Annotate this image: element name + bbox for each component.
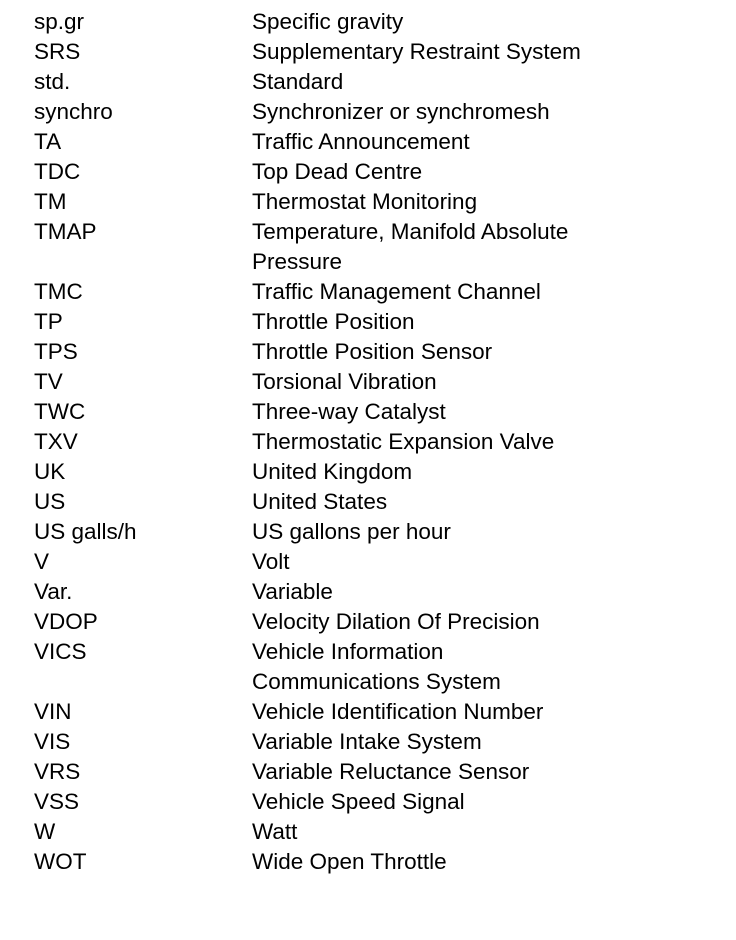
definition-line: Temperature, Manifold Absolute [252,219,569,244]
definition [252,307,652,337]
abbreviation: synchro [34,99,113,124]
definition [252,517,652,547]
glossary-row [0,637,736,697]
definition [252,547,652,577]
glossary-row [0,337,736,367]
glossary-row [0,487,736,517]
definition-line: Variable Intake System [252,729,482,754]
definition [252,817,652,847]
glossary-row [0,727,736,757]
definition-line: Throttle Position [252,309,415,334]
definition-line: Traffic Management Channel [252,279,541,304]
definition-line: Vehicle Identification Number [252,699,544,724]
definition [252,277,652,307]
glossary-row [0,367,736,397]
definition [252,427,652,457]
definition-line: Thermostat Monitoring [252,189,478,214]
definition-line: Velocity Dilation Of Precision [252,609,540,634]
glossary-row [0,157,736,187]
abbreviation: TMC [34,279,83,304]
definition [252,187,652,217]
glossary-row [0,307,736,337]
abbreviation: VSS [34,789,80,814]
abbreviation: TA [34,129,62,154]
definition-line: Wide Open Throttle [252,849,447,874]
definition [252,637,652,697]
definition [252,757,652,787]
abbreviation: Var. [34,579,73,604]
definition [252,727,652,757]
abbreviation: TP [34,309,63,334]
glossary-row [0,397,736,427]
definition [252,67,652,97]
glossary-row [0,457,736,487]
definition-line: Pressure [252,249,343,274]
glossary-row [0,277,736,307]
definition-line: Top Dead Centre [252,159,423,184]
definition [252,787,652,817]
definition-line: United Kingdom [252,459,413,484]
definition-line: Standard [252,69,344,94]
glossary-row [0,697,736,727]
abbreviation: W [34,819,56,844]
definition-line: Vehicle Speed Signal [252,789,465,814]
abbreviation: US galls/h [34,519,137,544]
abbreviation: SRS [34,39,81,64]
definition [252,847,652,877]
abbreviation: std. [34,69,71,94]
definition [252,217,652,277]
abbreviation: UK [34,459,66,484]
definition-line: Specific gravity [252,9,404,34]
abbreviations-glossary [0,7,736,877]
abbreviation: sp.gr [34,9,85,34]
definition [252,127,652,157]
abbreviation: VIS [34,729,71,754]
definition-line: Supplementary Restraint System [252,39,581,64]
definition-line: Throttle Position Sensor [252,339,493,364]
glossary-row [0,817,736,847]
abbreviation: TM [34,189,67,214]
glossary-row [0,67,736,97]
abbreviation: VIN [34,699,72,724]
definition [252,157,652,187]
definition-line: Variable [252,579,333,604]
glossary-row [0,757,736,787]
definition-line: US gallons per hour [252,519,451,544]
glossary-row [0,547,736,577]
abbreviation: TXV [34,429,78,454]
definition [252,577,652,607]
definition [252,7,652,37]
definition-line: Communications System [252,669,501,694]
abbreviation: TDC [34,159,81,184]
glossary-row [0,577,736,607]
glossary-row [0,787,736,817]
abbreviation: TWC [34,399,86,424]
glossary-row [0,607,736,637]
definition [252,697,652,727]
abbreviation: TMAP [34,219,97,244]
definition-line: Torsional Vibration [252,369,437,394]
definition-line: Traffic Announcement [252,129,470,154]
abbreviation: TV [34,369,63,394]
definition [252,397,652,427]
glossary-row [0,127,736,157]
definition-line: Volt [252,549,290,574]
abbreviation: V [34,549,50,574]
abbreviation: TPS [34,339,78,364]
definition [252,337,652,367]
definition [252,607,652,637]
abbreviation: VRS [34,759,81,784]
glossary-row [0,37,736,67]
definition [252,457,652,487]
glossary-row [0,517,736,547]
definition-line: Variable Reluctance Sensor [252,759,530,784]
glossary-row [0,187,736,217]
definition [252,37,652,67]
definition-line: Thermostatic Expansion Valve [252,429,555,454]
glossary-row [0,97,736,127]
abbreviation: VDOP [34,609,98,634]
glossary-row [0,7,736,37]
definition-line: Vehicle Information [252,639,444,664]
definition-line: United States [252,489,388,514]
abbreviation: US [34,489,66,514]
definition [252,487,652,517]
abbreviation: VICS [34,639,87,664]
definition [252,367,652,397]
definition [252,97,652,127]
definition-line: Watt [252,819,298,844]
glossary-row [0,427,736,457]
definition-line: Three-way Catalyst [252,399,446,424]
abbreviation: WOT [34,849,87,874]
glossary-row [0,847,736,877]
glossary-row [0,217,736,277]
definition-line: Synchronizer or synchromesh [252,99,550,124]
